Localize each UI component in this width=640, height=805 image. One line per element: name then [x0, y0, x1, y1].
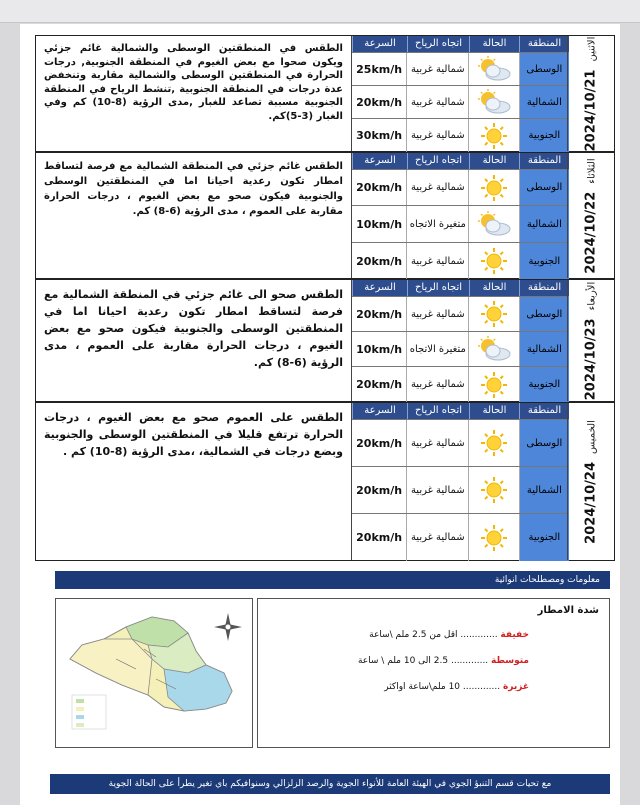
wind-direction: شمالية غربية	[406, 420, 468, 466]
wind-direction: شمالية غربية	[406, 467, 468, 513]
rain-intensity-panel	[257, 598, 610, 748]
header-speed: السرعة	[352, 36, 407, 52]
sunny-icon	[479, 429, 509, 457]
table-row	[352, 205, 569, 242]
day-table	[352, 36, 569, 151]
region-label: الشمالية	[519, 467, 569, 513]
region-label: الجنوبية	[519, 367, 569, 402]
region-label: الوسطى	[519, 53, 569, 85]
region-label: الجنوبية	[519, 514, 569, 561]
wind-direction: متغيرة الاتجاه	[406, 206, 468, 242]
wind-speed: 20km/h	[356, 531, 403, 544]
wind-direction: شمالية غربية	[406, 297, 468, 331]
table-row	[352, 118, 569, 152]
region-label: الوسطى	[519, 170, 569, 205]
day-block-3	[35, 279, 615, 402]
rain-line-light	[268, 630, 529, 640]
wind-direction: شمالية غربية	[406, 119, 468, 152]
rain-label: متوسطة	[491, 656, 529, 666]
rain-title: شدة الامطار	[537, 605, 599, 616]
header-direction: اتجاه الرياح	[407, 280, 469, 296]
header-state: الحالة	[469, 153, 519, 169]
day-table	[352, 153, 569, 278]
header-direction: اتجاه الرياح	[407, 36, 469, 52]
region-label: الجنوبية	[519, 243, 569, 279]
wind-direction: متغيرة الاتجاه	[406, 332, 468, 366]
day-name: الاثنين	[586, 36, 598, 62]
table-header	[352, 280, 569, 296]
wind-direction: شمالية غربية	[406, 243, 468, 279]
rain-line-heavy	[268, 682, 529, 692]
wind-direction: شمالية غربية	[406, 53, 468, 85]
header-direction: اتجاه الرياح	[407, 403, 469, 419]
table-row	[352, 513, 569, 561]
region-label: الشمالية	[519, 332, 569, 366]
region-label: الشمالية	[519, 86, 569, 118]
day-name: الأربعاء	[586, 281, 598, 310]
wind-speed: 20km/h	[356, 254, 403, 268]
wind-direction: شمالية غربية	[406, 170, 468, 205]
region-label: الوسطى	[519, 420, 569, 466]
region-label: الجنوبية	[519, 119, 569, 152]
table-row	[352, 296, 569, 331]
info-section-bar: معلومات ومصطلحات انوائية	[55, 571, 610, 589]
header-region: المنطقة	[519, 280, 569, 296]
table-header	[352, 36, 569, 52]
day-block-1	[35, 35, 615, 152]
date-column	[567, 280, 614, 401]
day-table	[352, 403, 569, 560]
table-header	[352, 153, 569, 169]
wind-speed: 30km/h	[356, 129, 403, 142]
sunny-icon	[479, 122, 509, 150]
date-column	[567, 36, 614, 151]
rain-text: ............. اقل من 2.5 ملم \ساعة	[369, 630, 501, 640]
date-column	[567, 153, 614, 278]
day-date: 2024/10/21	[583, 69, 599, 151]
day-date: 2024/10/22	[583, 191, 599, 274]
header-state: الحالة	[469, 36, 519, 52]
table-row	[352, 419, 569, 466]
window-top-band	[0, 0, 640, 23]
partly-cloudy-icon	[475, 336, 513, 362]
table-row	[352, 85, 569, 118]
wind-speed: 20km/h	[356, 483, 403, 497]
header-direction: اتجاه الرياح	[407, 153, 469, 169]
wind-direction: شمالية غربية	[406, 367, 468, 402]
date-column	[567, 403, 614, 560]
day-description: الطقس غائم جزئي في المنطقة الشمالية مع فرصة لتساقط امطار تكون رعدية احيانا اما في المنطقتين الوسطى والجنوبية فيكون صحو مع بعض الغيوم ، درجات الحرارة مقاربة على العموم ، مدى الرؤية (6-8) كم.	[36, 153, 352, 278]
header-speed: السرعة	[352, 403, 407, 419]
day-description: الطقس في المنطقتين الوسطى والشمالية غائم جزئي ويكون صحوا مع بعض الغيوم في المنطقة الجنوبية, درجات الحرارة في المنطقتين الوسطى والشمالية مقاربة وتنخفض عدة درجات في المنطقة الجنوبية ,تنشط الرياح في المنطقة الجنوبية مسببة تصاعد للغبار ,مدى الرؤية (8-10) كم وفي الغبار (3-5)كم.	[36, 36, 352, 151]
day-description: الطقس صحو الى غائم جزئي في المنطقة الشمالية مع فرصة لتساقط امطار تكون رعدية احيانا اما في المنطقتين الوسطى والجنوبية فيكون صحو مع بعض الغيوم ، درجات الحرارة مقاربة على العموم ، مدى الرؤية (6-8) كم.	[36, 280, 352, 401]
wind-speed: 25km/h	[356, 62, 403, 76]
day-table	[352, 280, 569, 401]
partly-cloudy-icon	[475, 211, 513, 237]
sunny-icon	[479, 524, 509, 552]
sunny-icon	[479, 247, 509, 275]
header-region: المنطقة	[519, 403, 569, 419]
day-description: الطقس على العموم صحو مع بعض الغيوم ، درجات الحرارة ترتفع قليلا في المنطقتين الوسطى والجنوبية وبضع درجات في الشمالية، ،مدى الرؤية (8-10) كم .	[36, 403, 352, 560]
compass-rose-icon	[214, 613, 242, 641]
wind-direction: شمالية غربية	[406, 86, 468, 118]
header-region: المنطقة	[519, 36, 569, 52]
day-date: 2024/10/23	[583, 317, 599, 400]
rain-text: ............. 10 ملم\ساعة اواكثر	[384, 682, 503, 692]
region-label: الوسطى	[519, 297, 569, 331]
table-row	[352, 52, 569, 85]
rain-label: خفيفة	[500, 630, 529, 640]
partly-cloudy-icon	[475, 89, 513, 115]
wind-direction: شمالية غربية	[406, 514, 468, 561]
sunny-icon	[479, 371, 509, 399]
wind-speed: 20km/h	[356, 436, 403, 450]
header-speed: السرعة	[352, 280, 407, 296]
sunny-icon	[479, 174, 509, 202]
footer-bar: مع تحيات قسم التنبؤ الجوي في الهيئة العامة للأنواء الجوية والرصد الزلزالي وسنوافيكم باي تغير يطرأ على الحالة الجوية	[50, 774, 610, 794]
sunny-icon	[479, 476, 509, 504]
table-row	[352, 331, 569, 366]
rain-text: ............. 2.5 الى 10 ملم \ ساعة	[357, 656, 492, 666]
rain-line-medium	[268, 656, 529, 666]
wind-speed: 20km/h	[356, 181, 403, 194]
header-state: الحالة	[469, 280, 519, 296]
header-region: المنطقة	[519, 153, 569, 169]
table-header	[352, 403, 569, 419]
header-speed: السرعة	[352, 153, 407, 169]
day-name: الخميس	[586, 419, 598, 454]
wind-speed: 20km/h	[356, 95, 403, 109]
wind-speed: 10km/h	[356, 217, 403, 231]
rain-label: غزيرة	[502, 682, 529, 692]
table-row	[352, 366, 569, 402]
day-name: الثلاثاء	[586, 157, 598, 184]
day-block-4	[35, 402, 615, 561]
table-row	[352, 466, 569, 513]
map-panel	[55, 598, 253, 748]
region-label: الشمالية	[519, 206, 569, 242]
wind-speed: 10km/h	[356, 342, 403, 356]
table-row	[352, 242, 569, 279]
header-state: الحالة	[469, 403, 519, 419]
table-row	[352, 169, 569, 205]
wind-speed: 20km/h	[356, 378, 403, 391]
sunny-icon	[479, 300, 509, 328]
wind-speed: 20km/h	[356, 307, 403, 321]
day-block-2	[35, 152, 615, 279]
day-date: 2024/10/24	[583, 461, 599, 544]
partly-cloudy-icon	[475, 56, 513, 82]
iraq-map-icon	[56, 599, 252, 747]
